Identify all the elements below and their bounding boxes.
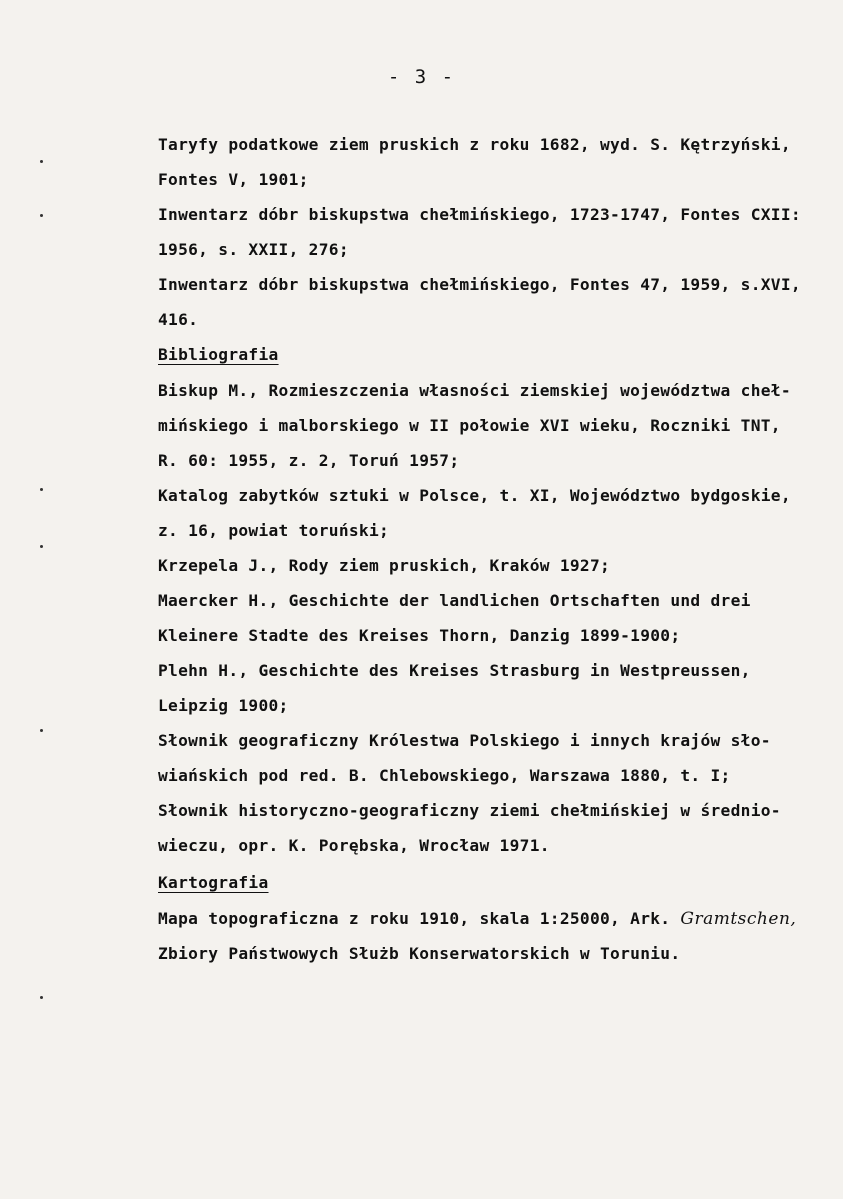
margin-mark [40, 545, 43, 548]
bibliography-line: Maercker H., Geschichte der landlichen Ortschaften und drei [158, 591, 751, 610]
margin-mark [40, 488, 43, 491]
bibliography-line: Biskup M., Rozmieszczenia własności ziemskiej województwa cheł- [158, 381, 791, 400]
source-line: 416. [158, 310, 199, 329]
bibliography-line: Katalog zabytków sztuki w Polsce, t. XI, Województwo bydgoskie, [158, 486, 791, 505]
bibliography-line: Krzepela J., Rody ziem pruskich, Kraków 1927; [158, 556, 611, 575]
bibliography-line: Leipzig 1900; [158, 696, 289, 715]
page-number: - 3 - [387, 66, 456, 88]
bibliography-line: Słownik geograficzny Królestwa Polskiego i innych krajów sło- [158, 731, 771, 750]
source-line: Inwentarz dóbr biskupstwa chełmińskiego, Fontes 47, 1959, s.XVI, [158, 275, 801, 294]
source-line: Taryfy podatkowe ziem pruskich z roku 1682, wyd. S. Kętrzyński, [158, 135, 791, 154]
source-line: Inwentarz dóbr biskupstwa chełmińskiego, 1723-1747, Fontes CXII: [158, 205, 801, 224]
margin-mark [40, 160, 43, 163]
cartography-line: Zbiory Państwowych Służb Konserwatorskich w Toruniu. [158, 944, 681, 963]
document-body [158, 136, 818, 980]
margin-mark [40, 996, 43, 999]
section-heading-kartografia: Kartografia [158, 873, 269, 892]
bibliography-line: R. 60: 1955, z. 2, Toruń 1957; [158, 451, 460, 470]
cartography-typed-text: Mapa topograficzna z roku 1910, skala 1:25000, Ark. [158, 909, 681, 928]
source-line: Fontes V, 1901; [158, 170, 309, 189]
handwritten-annotation: Gramtschen, [680, 909, 797, 929]
bibliography-line: Plehn H., Geschichte des Kreises Strasburg in Westpreussen, [158, 661, 751, 680]
margin-mark [40, 214, 43, 217]
bibliography-line: mińskiego i malborskiego w II połowie XVI wieku, Roczniki TNT, [158, 416, 781, 435]
margin-mark [40, 729, 43, 732]
bibliography-line: Słownik historyczno-geograficzny ziemi chełmińskiej w średnio- [158, 801, 781, 820]
bibliography-line: Kleinere Stadte des Kreises Thorn, Danzig 1899-1900; [158, 626, 681, 645]
section-heading-bibliografia: Bibliografia [158, 345, 279, 364]
source-line: 1956, s. XXII, 276; [158, 240, 349, 259]
bibliography-line: z. 16, powiat toruński; [158, 521, 390, 540]
cartography-line [158, 910, 818, 945]
bibliography-line: wieczu, opr. K. Porębska, Wrocław 1971. [158, 836, 550, 855]
bibliography-line: wiańskich pod red. B. Chlebowskiego, Warszawa 1880, t. I; [158, 766, 731, 785]
